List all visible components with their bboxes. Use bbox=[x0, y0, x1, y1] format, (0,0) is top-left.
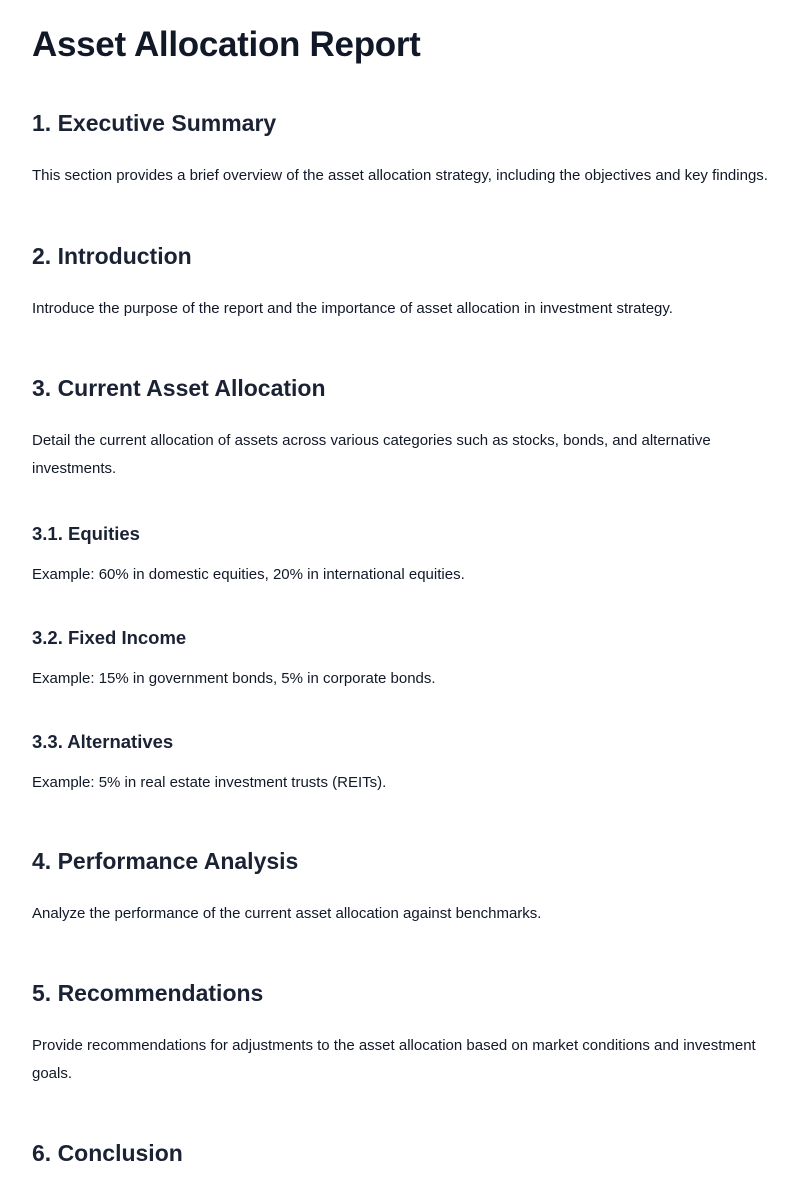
section-performance-analysis bbox=[32, 846, 768, 928]
section-heading: 6. Conclusion bbox=[32, 1140, 183, 1166]
section-body: This section provides a brief overview of the asset allocation strategy, including the objectives and key findings. bbox=[32, 167, 768, 184]
section-heading: 1. Executive Summary bbox=[32, 110, 277, 136]
subsection-heading: 3.3. Alternatives bbox=[32, 731, 174, 752]
subsection-body: Example: 5% in real estate investment trusts (REITs). bbox=[32, 774, 387, 791]
section-body: Analyze the performance of the current asset allocation against benchmarks. bbox=[32, 905, 542, 922]
section-introduction bbox=[32, 241, 768, 323]
document-title: Asset Allocation Report bbox=[32, 25, 421, 64]
section-recommendations bbox=[32, 978, 768, 1088]
subsection-alternatives bbox=[32, 730, 768, 797]
section-current-asset-allocation bbox=[32, 373, 768, 797]
section-body: Detail the current allocation of assets across various categories such as stocks, bonds, and alternative investments. bbox=[32, 432, 711, 477]
section-body: Provide recommendations for adjustments to the asset allocation based on market conditions and investment goals. bbox=[32, 1037, 756, 1082]
section-heading: 4. Performance Analysis bbox=[32, 848, 299, 874]
subsection-body: Example: 60% in domestic equities, 20% in international equities. bbox=[32, 566, 465, 583]
section-conclusion bbox=[32, 1138, 768, 1168]
subsection-equities bbox=[32, 522, 768, 589]
section-executive-summary bbox=[32, 108, 768, 190]
section-heading: 5. Recommendations bbox=[32, 980, 264, 1006]
subsection-body: Example: 15% in government bonds, 5% in corporate bonds. bbox=[32, 670, 436, 687]
subsection-fixed-income bbox=[32, 626, 768, 693]
section-heading: 3. Current Asset Allocation bbox=[32, 375, 326, 401]
section-heading: 2. Introduction bbox=[32, 243, 192, 269]
subsection-heading: 3.2. Fixed Income bbox=[32, 627, 187, 648]
subsection-heading: 3.1. Equities bbox=[32, 523, 140, 544]
section-body: Introduce the purpose of the report and the importance of asset allocation in investment strategy. bbox=[32, 300, 673, 317]
